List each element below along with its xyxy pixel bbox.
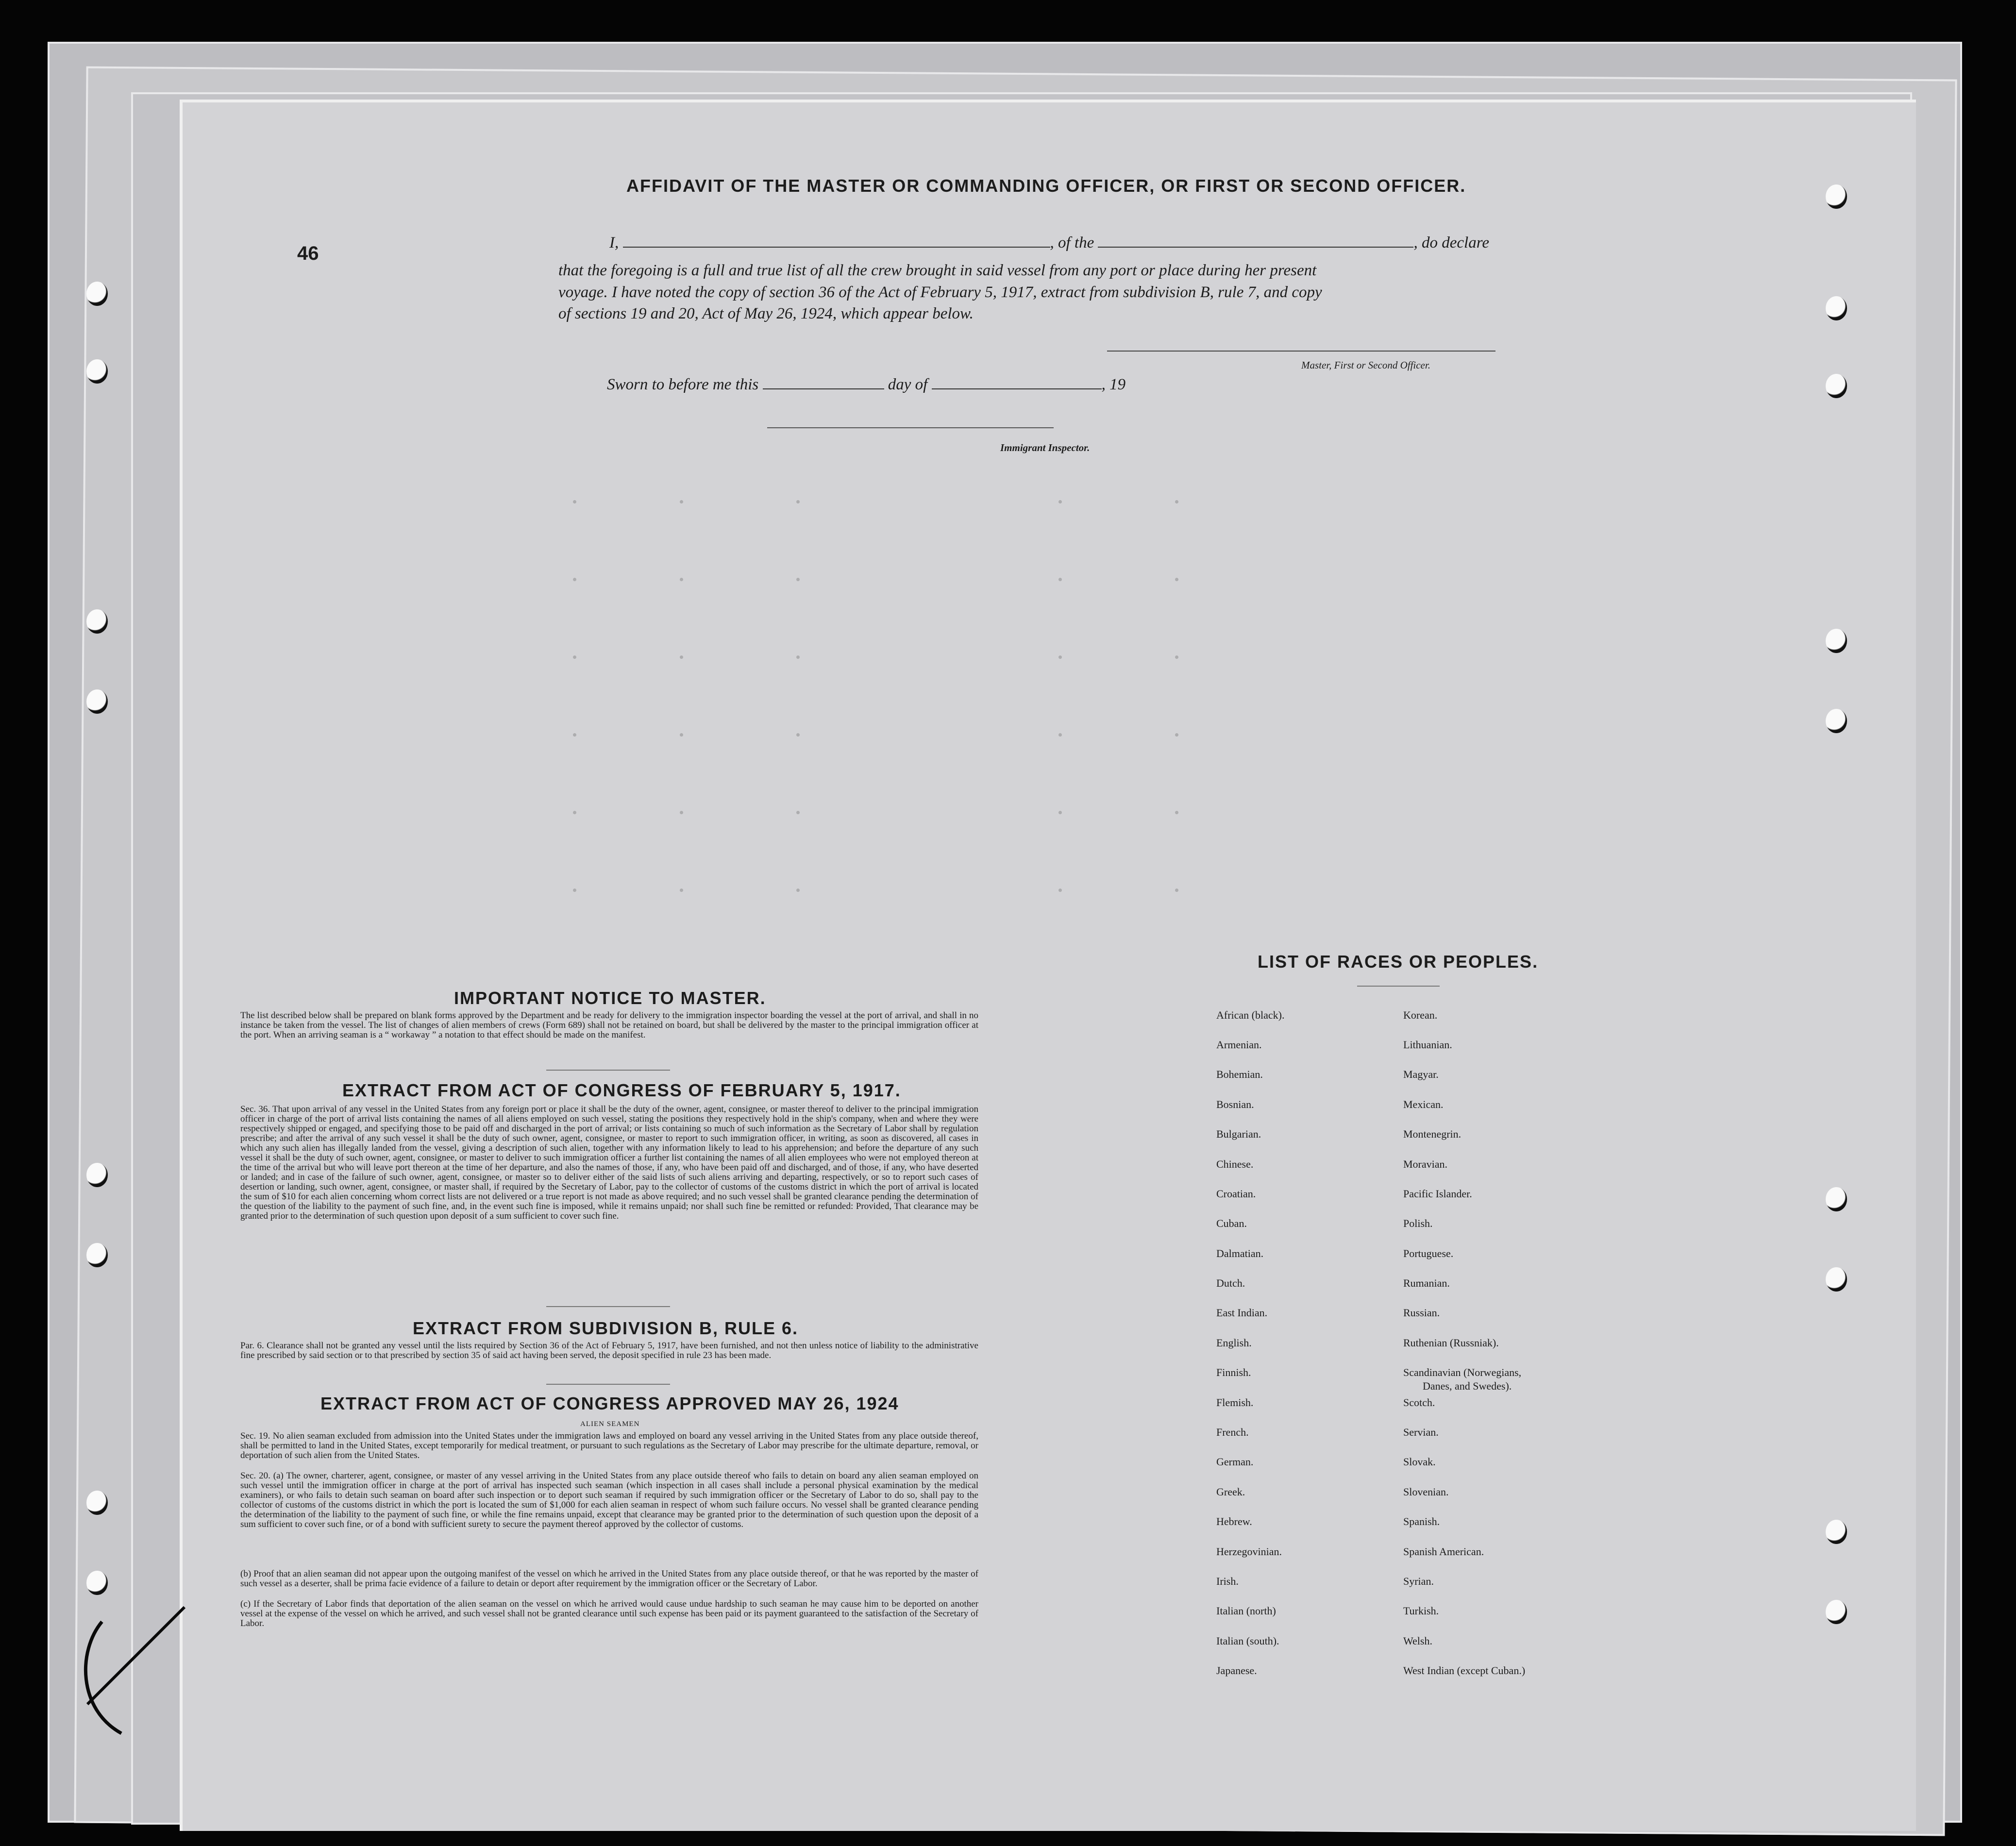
race-item: German.	[1216, 1456, 1254, 1468]
notice-title: IMPORTANT NOTICE TO MASTER.	[454, 988, 766, 1008]
affidavit-of-the: , of the	[1050, 234, 1094, 252]
sworn-line	[607, 374, 1126, 395]
race-item: Bosnian.	[1216, 1098, 1254, 1110]
race-item: Italian (south).	[1216, 1635, 1279, 1647]
races-divider	[1357, 986, 1440, 987]
race-item: Spanish.	[1403, 1515, 1440, 1527]
affidavit-line-1	[609, 232, 1489, 253]
vessel-name-blank[interactable]	[1098, 234, 1413, 248]
race-item: Finnish.	[1216, 1366, 1251, 1378]
race-item: Turkish.	[1403, 1605, 1439, 1617]
master-caption: Master, First or Second Officer.	[1301, 359, 1430, 371]
race-item: Slovenian.	[1403, 1486, 1449, 1498]
punch-hole	[1826, 296, 1847, 320]
sworn-day-blank[interactable]	[763, 376, 884, 389]
race-item: Russian.	[1403, 1307, 1440, 1319]
inspector-caption: Immigrant Inspector.	[1000, 442, 1090, 453]
race-item: Bulgarian.	[1216, 1128, 1261, 1140]
race-item: Montenegrin.	[1403, 1128, 1462, 1140]
day-of-text: day of	[888, 376, 928, 393]
handwritten-mark-icon	[68, 1593, 194, 1748]
affidavit-title: AFFIDAVIT OF THE MASTER OR COMMANDING OFFICER, OR FIRST OR SECOND OFFICER.	[626, 176, 1466, 196]
extract-1924-sec20b: (b) Proof that an alien seaman did not appear upon the outgoing manifest of the vessel on which he arrived in the United States from any place outside thereof, or that he was reported by the master of such vessel as a deserter, shall be prima facie evidence of a failure to detain or deport after requirement by the immigration officer or the Secretary of Labor.	[240, 1569, 978, 1589]
race-item: Mexican.	[1403, 1098, 1444, 1110]
punch-hole	[1826, 1187, 1847, 1211]
race-item: Italian (north)	[1216, 1605, 1276, 1617]
race-item-continuation: Danes, and Swedes).	[1423, 1380, 1512, 1392]
race-item: Welsh.	[1403, 1635, 1432, 1647]
race-item: East Indian.	[1216, 1307, 1268, 1319]
section-divider	[546, 1070, 670, 1071]
race-item: English.	[1216, 1337, 1252, 1349]
punch-hole	[1826, 374, 1847, 398]
sworn-text: Sworn to before me this	[607, 376, 759, 393]
race-item: Croatian.	[1216, 1188, 1256, 1200]
extract-1924-title: EXTRACT FROM ACT OF CONGRESS APPROVED MAY 26, 1924	[320, 1393, 899, 1413]
punch-hole	[1826, 709, 1847, 733]
punch-hole	[1826, 1600, 1847, 1624]
race-item: Spanish American.	[1403, 1545, 1484, 1558]
affidavit-line-3: voyage. I have noted the copy of section 36 of the Act of February 5, 1917, extract from subdivision B, rule 7, and copy	[558, 284, 1322, 301]
punch-hole	[1826, 629, 1847, 653]
race-item: Polish.	[1403, 1217, 1433, 1229]
extract-1917-title: EXTRACT FROM ACT OF CONGRESS OF FEBRUARY 5, 1917.	[342, 1080, 901, 1100]
race-item: Magyar.	[1403, 1068, 1439, 1080]
race-item: Greek.	[1216, 1486, 1245, 1498]
punch-hole	[86, 282, 108, 306]
extract-rule6-title: EXTRACT FROM SUBDIVISION B, RULE 6.	[413, 1318, 799, 1338]
race-item: French.	[1216, 1426, 1249, 1438]
race-item: African (black).	[1216, 1009, 1285, 1021]
extract-1924-sec20a: Sec. 20. (a) The owner, charterer, agent, consignee, or master of any vessel arriving in the United States from any place outside thereof who fails to detain on board any alien seaman employed on such vessel until the immigration officer in charge at the port of arrival has inspected such seaman (which inspection in all cases shall include a personal physical examination by the medical examiners), or who fails to detain such seaman on board after such inspection or to deport such seaman if required by such immigration officer or the Secretary of Labor to do so, shall pay to the collector of customs of the customs district in which the port is located the sum of $1,000 for each alien seaman in respect of whom such failure occurs. No vessel shall be granted clearance pending the determination of the liability to the payment of such fine, or while the fine remains unpaid, except that clearance may be granted prior to the determination of such question upon the deposit of a sum sufficient to cover such fine, or of a bond with sufficient surety to secure the payment thereof approved by the collector of customs.	[240, 1471, 978, 1529]
extract-1917-text: Sec. 36. That upon arrival of any vessel in the United States from any foreign port or place it shall be the duty of the owner, agent, consignee, or master thereof to deliver to the principal immigration officer in charge of the port of arrival lists containing the names of all aliens employed on such vessel, stating the positions they respectively hold in the ship's company, when and where they were respectively shipped or engaged, and specifying those to be paid off and discharged in the port of arrival; or lists containing so much of such information as the Secretary of Labor shall by regulation prescribe; and after the arrival of any such vessel it shall be the duty of such owner, agent, consignee, or master to report to such immigration officer, in writing, as soon as discovered, all cases in which any such alien has illegally landed from the vessel, giving a description of such alien, together with any information likely to lead to his apprehension; and before the departure of any such vessel it shall be the duty of such owner, agent, consignee, or master to deliver to such immigration officer a further list containing the names of all alien employees who were not employed thereon at the time of the arrival but who will leave port thereon at the time of her departure, and also the names of those, if any, who have been paid off and discharged, and of those, if any, who have deserted or landed; and in case of the failure of such owner, agent, consignee, or master so to deliver either of the said lists of such aliens arriving and departing, respectively, or so to report such cases of desertion or landing, such owner, agent, consignee, or master shall, if required by the Secretary of Labor, pay to the collector of customs of the customs district in which the port of arrival is located the sum of $10 for each alien concerning whom correct lists are not delivered or a true report is not made as above required; and no such vessel shall be granted clearance pending the determination of the question of the liability to the payment of such fine, and, in the event such fine is imposed, while it remains unpaid; nor shall such fine be remitted or refunded: Provided, That clearance may be granted prior to the determination of such question upon deposit of a sum sufficient to cover such fine.	[240, 1104, 978, 1221]
affidavit-line-4: of sections 19 and 20, Act of May 26, 1924, which appear below.	[558, 305, 974, 322]
section-divider	[546, 1306, 670, 1307]
extract-1924-sec20c: (c) If the Secretary of Labor finds that deportation of the alien seaman on the vessel on which he arrived would cause undue hardship to such seaman he may cause him to be deported on another vessel at the expense of the vessel on which he arrived, and such vessel shall not be granted clearance until such expense has been paid or its payment guaranteed to the satisfaction of the Secretary of Labor.	[240, 1599, 978, 1628]
year-text: , 19	[1101, 376, 1126, 393]
race-item: Scotch.	[1403, 1396, 1435, 1409]
race-item: Irish.	[1216, 1575, 1239, 1587]
punch-hole	[86, 689, 108, 714]
race-item: West Indian (except Cuban.)	[1403, 1664, 1526, 1677]
inspector-signature-line[interactable]	[767, 427, 1054, 428]
race-item: Flemish.	[1216, 1396, 1254, 1409]
race-item: Hebrew.	[1216, 1515, 1252, 1527]
race-item: Syrian.	[1403, 1575, 1434, 1587]
punch-hole	[86, 1571, 108, 1595]
extract-rule6-text: Par. 6. Clearance shall not be granted any vessel until the lists required by Section 36 of the Act of February 5, 1917, have been furnished, and not then unless notice of liability to the administrative fine prescribed by said section or to that prescribed by section 35 of said act having been served, the deposit specified in rule 23 has been made.	[240, 1341, 978, 1360]
race-item: Slovak.	[1403, 1456, 1436, 1468]
notice-text: The list described below shall be prepared on blank forms approved by the Department and be ready for delivery to the immigration inspector boarding the vessel at the port of arrival, and shall in no instance be taken from the vessel. The list of changes of alien members of crews (Form 689) shall not be retained on board, but shall be delivered by the master to the principal immigration officer at the port. When an arriving seaman is a “ workaway ” a notation to that effect should be made on the manifest.	[240, 1010, 978, 1040]
race-item: Ruthenian (Russniak).	[1403, 1337, 1499, 1349]
race-item: Dalmatian.	[1216, 1247, 1264, 1259]
race-item: Moravian.	[1403, 1158, 1448, 1170]
punch-hole	[86, 1163, 108, 1187]
race-item: Chinese.	[1216, 1158, 1254, 1170]
race-item: Bohemian.	[1216, 1068, 1263, 1080]
affidavit-line-2: that the foregoing is a full and true list of all the crew brought in said vessel from any port or place during her present	[558, 262, 1317, 279]
race-item: Cuban.	[1216, 1217, 1247, 1229]
race-item: Lithuanian.	[1403, 1039, 1452, 1051]
punch-hole	[1826, 1520, 1847, 1544]
race-item: Korean.	[1403, 1009, 1438, 1021]
race-item: Japanese.	[1216, 1664, 1257, 1677]
race-item: Rumanian.	[1403, 1277, 1450, 1289]
extract-1924-sec19: Sec. 19. No alien seaman excluded from admission into the United States under the immigration laws and employed on board any vessel arriving in the United States from any place outside thereof, shall be permitted to land in the United States, except temporarily for medical treatment, or pursuant to such regulations as the Secretary of Labor may prescribe for the ultimate departure, removal, or deportation of such alien from the United States.	[240, 1431, 978, 1460]
punch-hole	[86, 609, 108, 634]
punch-hole	[1826, 1267, 1847, 1292]
race-item: Portuguese.	[1403, 1247, 1454, 1259]
races-title: LIST OF RACES OR PEOPLES.	[1258, 952, 1539, 972]
punch-hole	[86, 359, 108, 384]
alien-seamen-subtitle: ALIEN SEAMEN	[580, 1420, 640, 1428]
race-item: Servian.	[1403, 1426, 1439, 1438]
race-item: Herzegovinian.	[1216, 1545, 1282, 1558]
race-item: Armenian.	[1216, 1039, 1262, 1051]
page-number: 46	[297, 243, 319, 264]
race-item: Scandinavian (Norwegians,	[1403, 1366, 1522, 1378]
punch-hole	[86, 1491, 108, 1515]
punch-hole	[1826, 185, 1847, 209]
punch-hole	[86, 1243, 108, 1267]
affidavit-declare: , do declare	[1413, 234, 1489, 252]
sworn-month-blank[interactable]	[932, 376, 1102, 389]
race-item: Pacific Islander.	[1403, 1188, 1472, 1200]
section-divider	[546, 1384, 670, 1385]
race-item: Dutch.	[1216, 1277, 1245, 1289]
officer-name-blank[interactable]	[623, 234, 1050, 248]
affidavit-i: I,	[609, 234, 619, 252]
master-signature-line[interactable]	[1107, 351, 1495, 352]
